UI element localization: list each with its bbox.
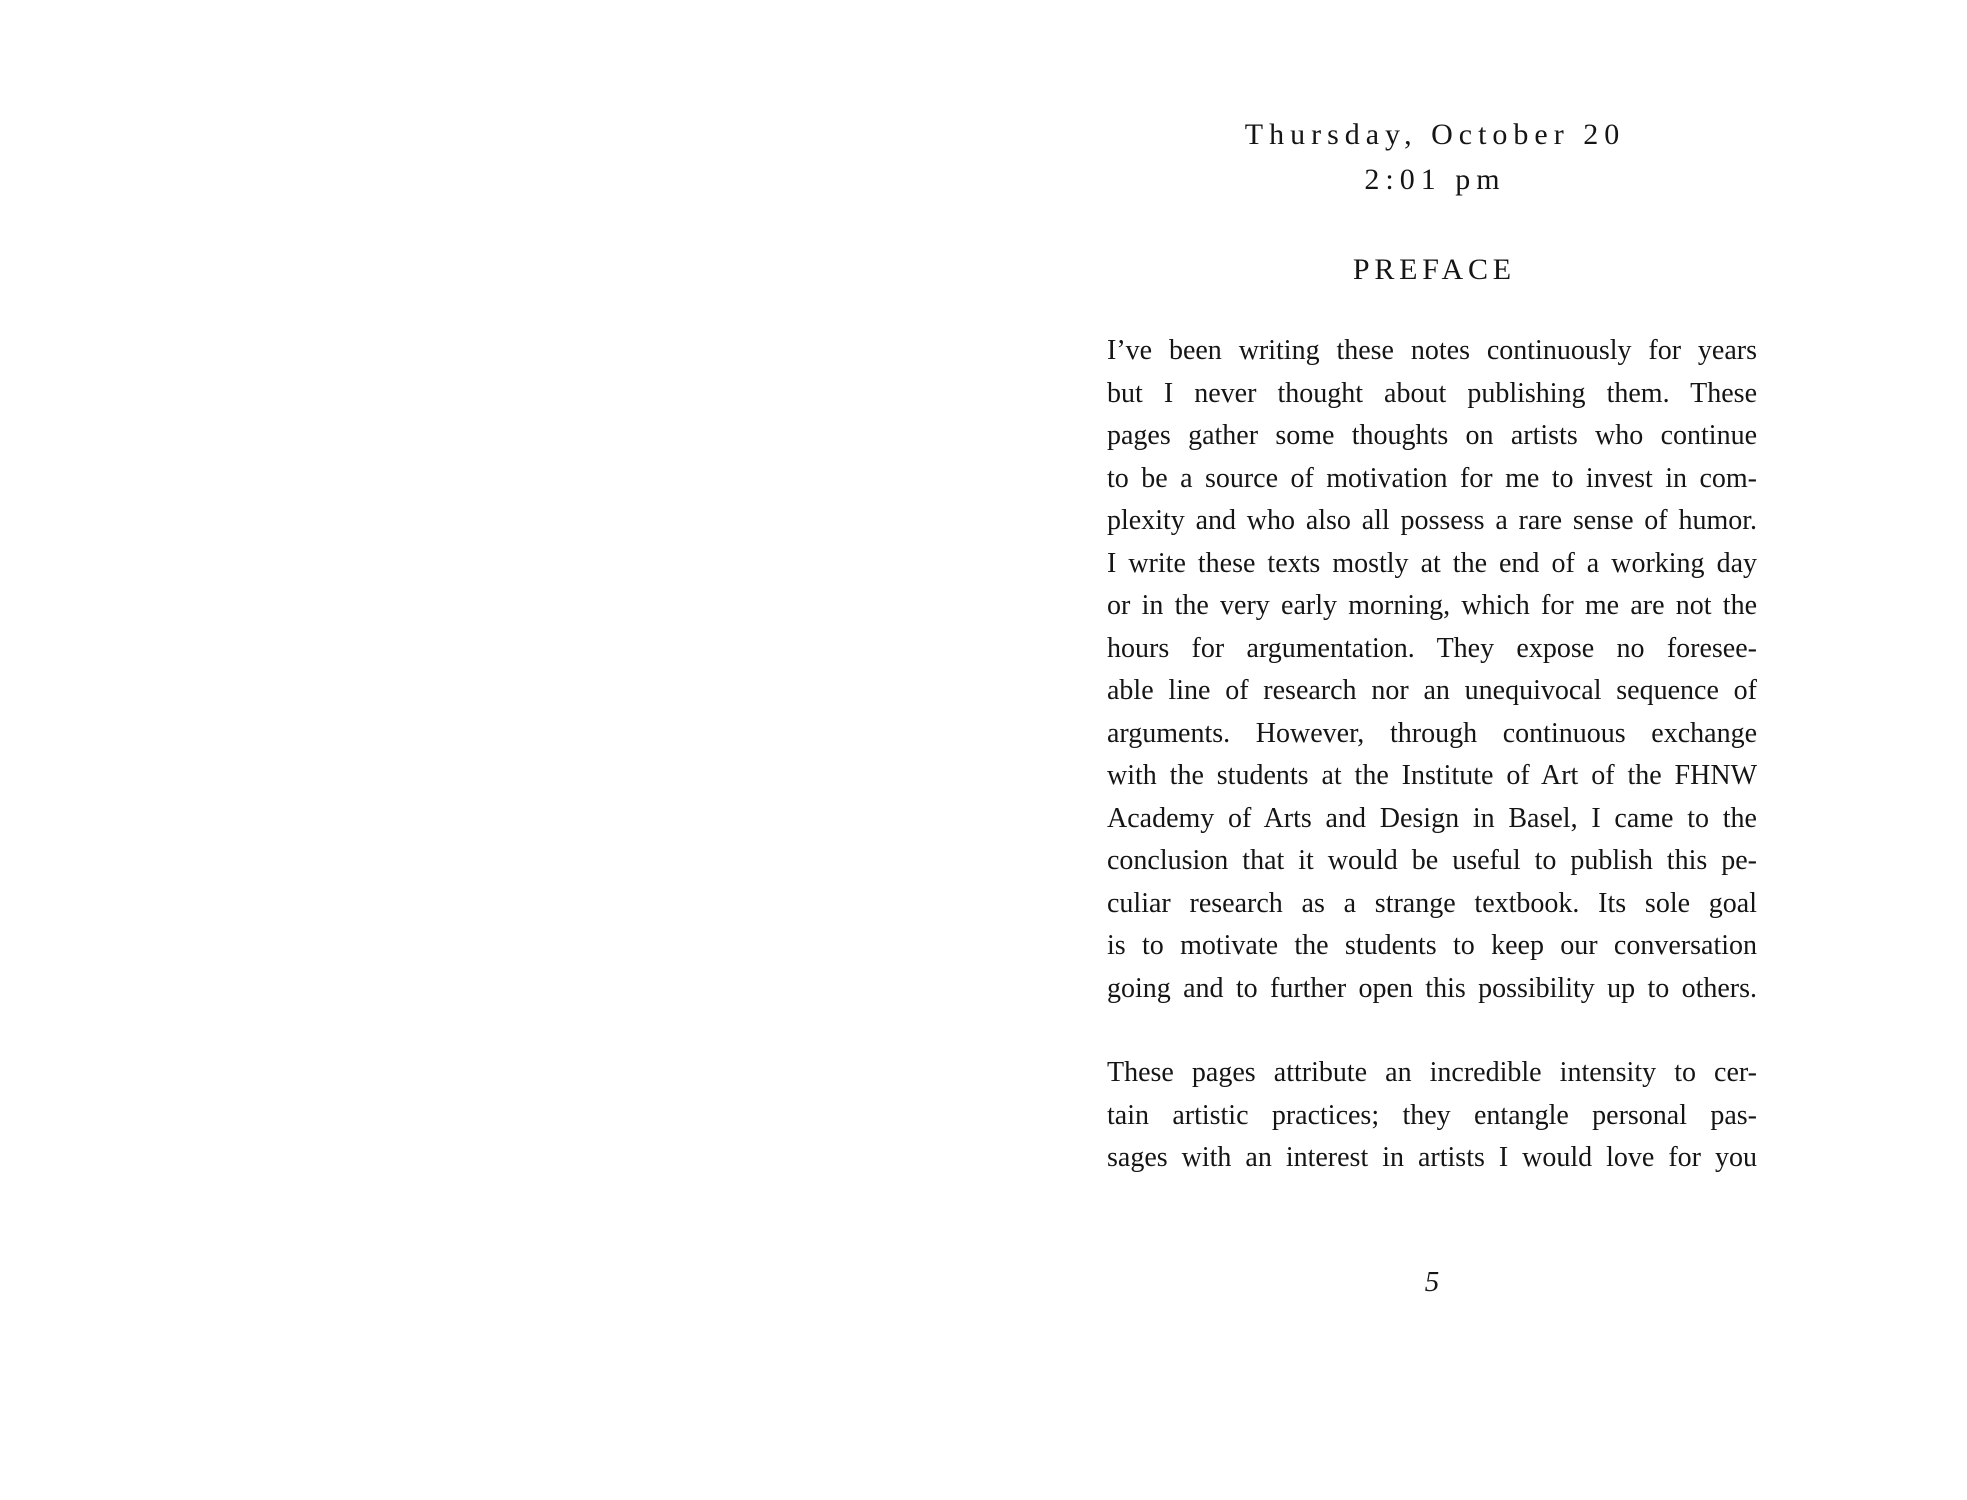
text-line: These pages attribute an incredible intensity to cer- (1107, 1057, 1757, 1088)
text-line: but I never thought about publishing them. These (1107, 377, 1757, 409)
paragraph (1107, 1052, 1757, 1180)
text-line: tain artistic practices; they entangle personal pas- (1107, 1099, 1757, 1131)
text-line: sages with an interest in artists I would love for you (1107, 1142, 1757, 1173)
text-line: conclusion that it would be useful to publish this pe- (1107, 845, 1757, 876)
paragraph (1107, 330, 1757, 1010)
page-body (1107, 330, 1757, 1180)
page-header (1107, 112, 1757, 202)
text-line: pages gather some thoughts on artists who continue (1107, 420, 1757, 451)
text-line: I’ve been writing these notes continuously for years (1107, 335, 1757, 366)
section-title: PREFACE (1352, 253, 1516, 286)
header-date: Thursday, October 20 (1244, 118, 1626, 151)
text-line: is to motivate the students to keep our conversation (1107, 930, 1757, 961)
text-line: to be a source of motivation for me to invest in com- (1107, 462, 1757, 494)
text-line: or in the very early morning, which for me are not the (1107, 590, 1757, 621)
page-number: 5 (1424, 1265, 1440, 1298)
text-line: able line of research nor an unequivocal sequence of (1107, 675, 1757, 706)
text-line: hours for argumentation. They expose no foresee- (1107, 632, 1757, 664)
header-time: 2:01 pm (1364, 163, 1506, 196)
text-column (1107, 0, 1757, 1299)
text-line: culiar research as a strange textbook. Its sole goal (1107, 887, 1757, 919)
text-line: arguments. However, through continuous exchange (1107, 717, 1757, 749)
text-line: with the students at the Institute of Art of the FHNW (1107, 760, 1757, 791)
text-line: I write these texts mostly at the end of a working day (1107, 547, 1757, 579)
text-line: going and to further open this possibility up to others. (1107, 972, 1757, 1004)
text-line: plexity and who also all possess a rare sense of humor. (1107, 505, 1757, 536)
text-line: Academy of Arts and Design in Basel, I came to the (1107, 802, 1757, 834)
